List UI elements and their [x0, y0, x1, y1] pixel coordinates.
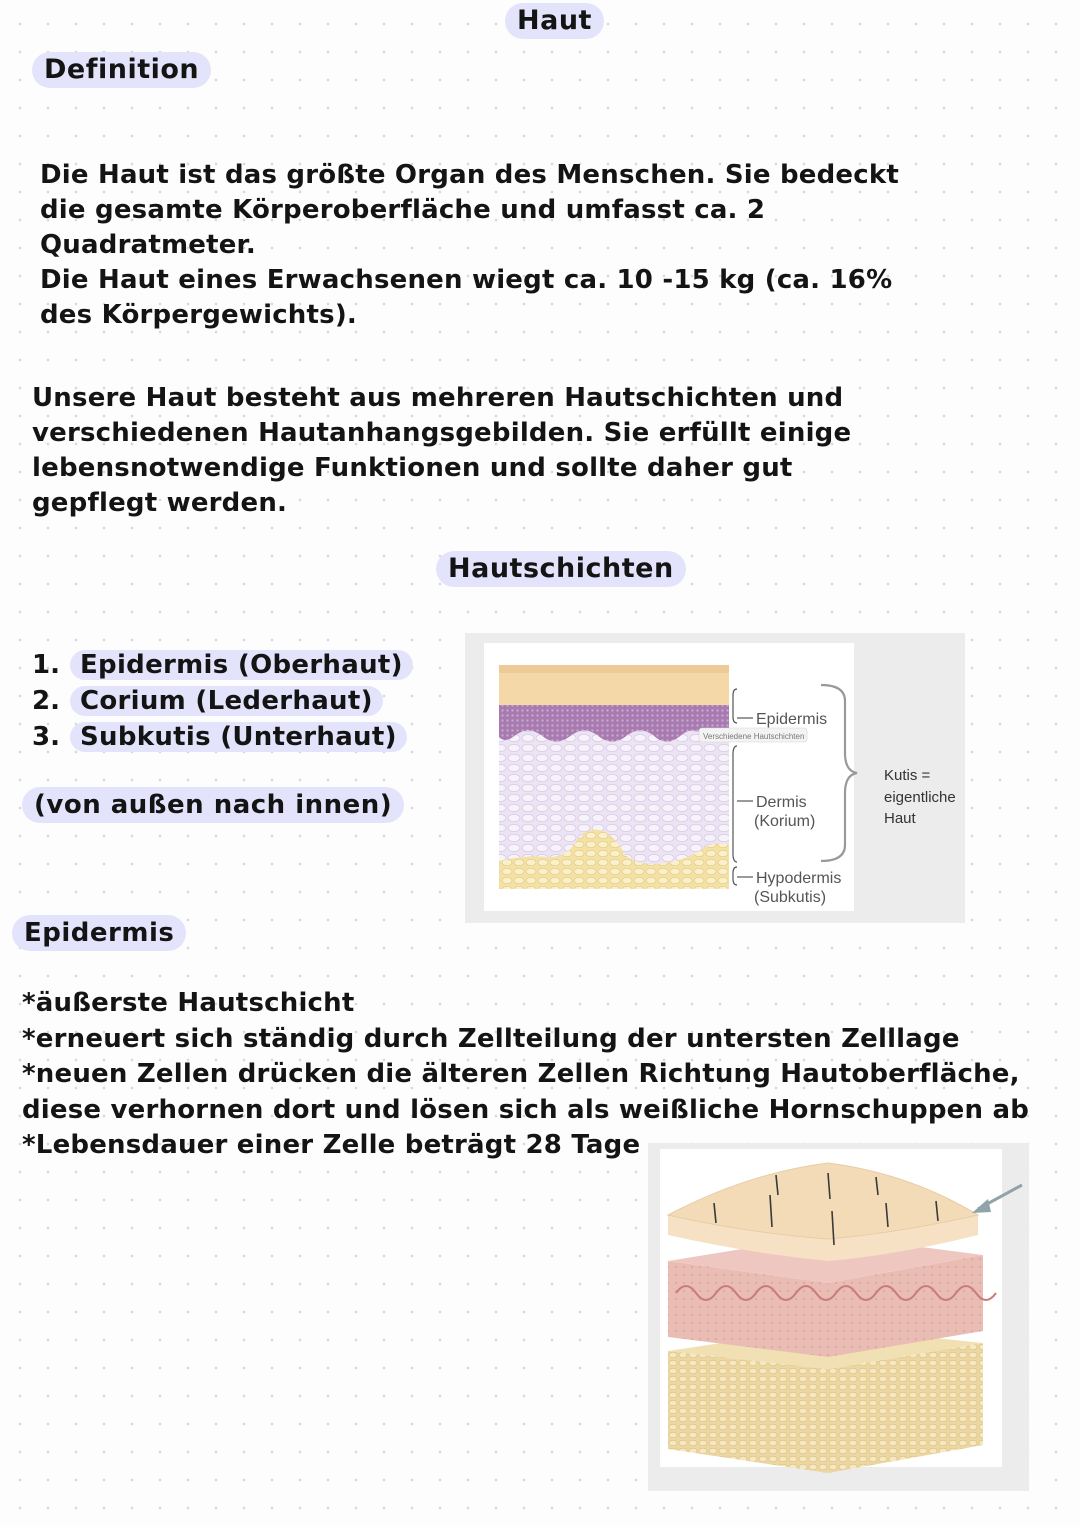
hypodermis-label: Hypodermis	[756, 870, 842, 887]
epidermis-heading: Epidermis	[12, 915, 186, 951]
text-line: Unsere Haut besteht aus mehreren Hautschichten und	[32, 383, 844, 413]
list-label: Subkutis (Unterhaut)	[70, 722, 407, 752]
dermis-alt-label: (Korium)	[754, 813, 816, 830]
epidermis-label: Epidermis	[756, 711, 828, 728]
skin-layers-illustration	[465, 633, 965, 923]
kutis-label: Haut	[884, 810, 916, 827]
list-number: 1.	[32, 650, 60, 680]
text-line: verschiedenen Hautanhangsgebilden. Sie erfüllt einige	[32, 418, 852, 448]
definition-heading: Definition	[32, 52, 211, 88]
bullet-line: *neuen Zellen drücken die älteren Zellen Richtung Hautoberfläche,	[22, 1059, 1020, 1089]
skin-block-illustration	[648, 1143, 1029, 1491]
text-line: die gesamte Körperoberfläche und umfasst ca. 2	[40, 195, 766, 225]
epidermis-bullets	[22, 986, 1029, 1164]
text-line: lebensnotwendige Funktionen und sollte daher gut	[32, 453, 793, 483]
text-line: Die Haut eines Erwachsenen wiegt ca. 10 -15 kg (ca. 16%	[40, 265, 893, 295]
layers-note: (von außen nach innen)	[22, 787, 404, 823]
skin-layers-diagram	[465, 633, 965, 923]
bullet-line: *Lebensdauer einer Zelle beträgt 28 Tage	[22, 1130, 641, 1160]
list-item	[32, 647, 413, 683]
list-label: Corium (Lederhaut)	[70, 686, 383, 716]
hypodermis-alt-label: (Subkutis)	[754, 889, 827, 906]
diagram-caption: Verschiedene Hautschichten	[703, 732, 805, 741]
list-item	[32, 719, 413, 755]
kutis-label: eigentliche	[884, 789, 956, 806]
text-line: gepflegt werden.	[32, 488, 288, 518]
skin-block-drawing	[648, 1143, 1029, 1491]
dermis-label: Dermis	[756, 794, 807, 811]
text-line: Quadratmeter.	[40, 230, 256, 260]
bullet-line: *äußerste Hautschicht	[22, 988, 355, 1018]
list-label: Epidermis (Oberhaut)	[70, 650, 413, 680]
page-title: Haut	[505, 3, 604, 39]
definition-paragraph-2	[32, 381, 851, 521]
definition-paragraph-1	[40, 158, 899, 333]
bullet-line: *erneuert sich ständig durch Zellteilung der untersten Zelllage	[22, 1023, 960, 1054]
list-number: 3.	[32, 722, 60, 752]
list-item	[32, 683, 413, 719]
kutis-label: Kutis =	[884, 767, 931, 784]
layers-heading: Hautschichten	[436, 551, 686, 587]
text-line: Die Haut ist das größte Organ des Menschen. Sie bedeckt	[40, 160, 899, 190]
layers-list	[32, 647, 413, 755]
text-line: des Körpergewichts).	[40, 300, 357, 330]
list-number: 2.	[32, 686, 60, 716]
bullet-line: diese verhornen dort und lösen sich als weißliche Hornschuppen ab	[22, 1094, 1030, 1125]
